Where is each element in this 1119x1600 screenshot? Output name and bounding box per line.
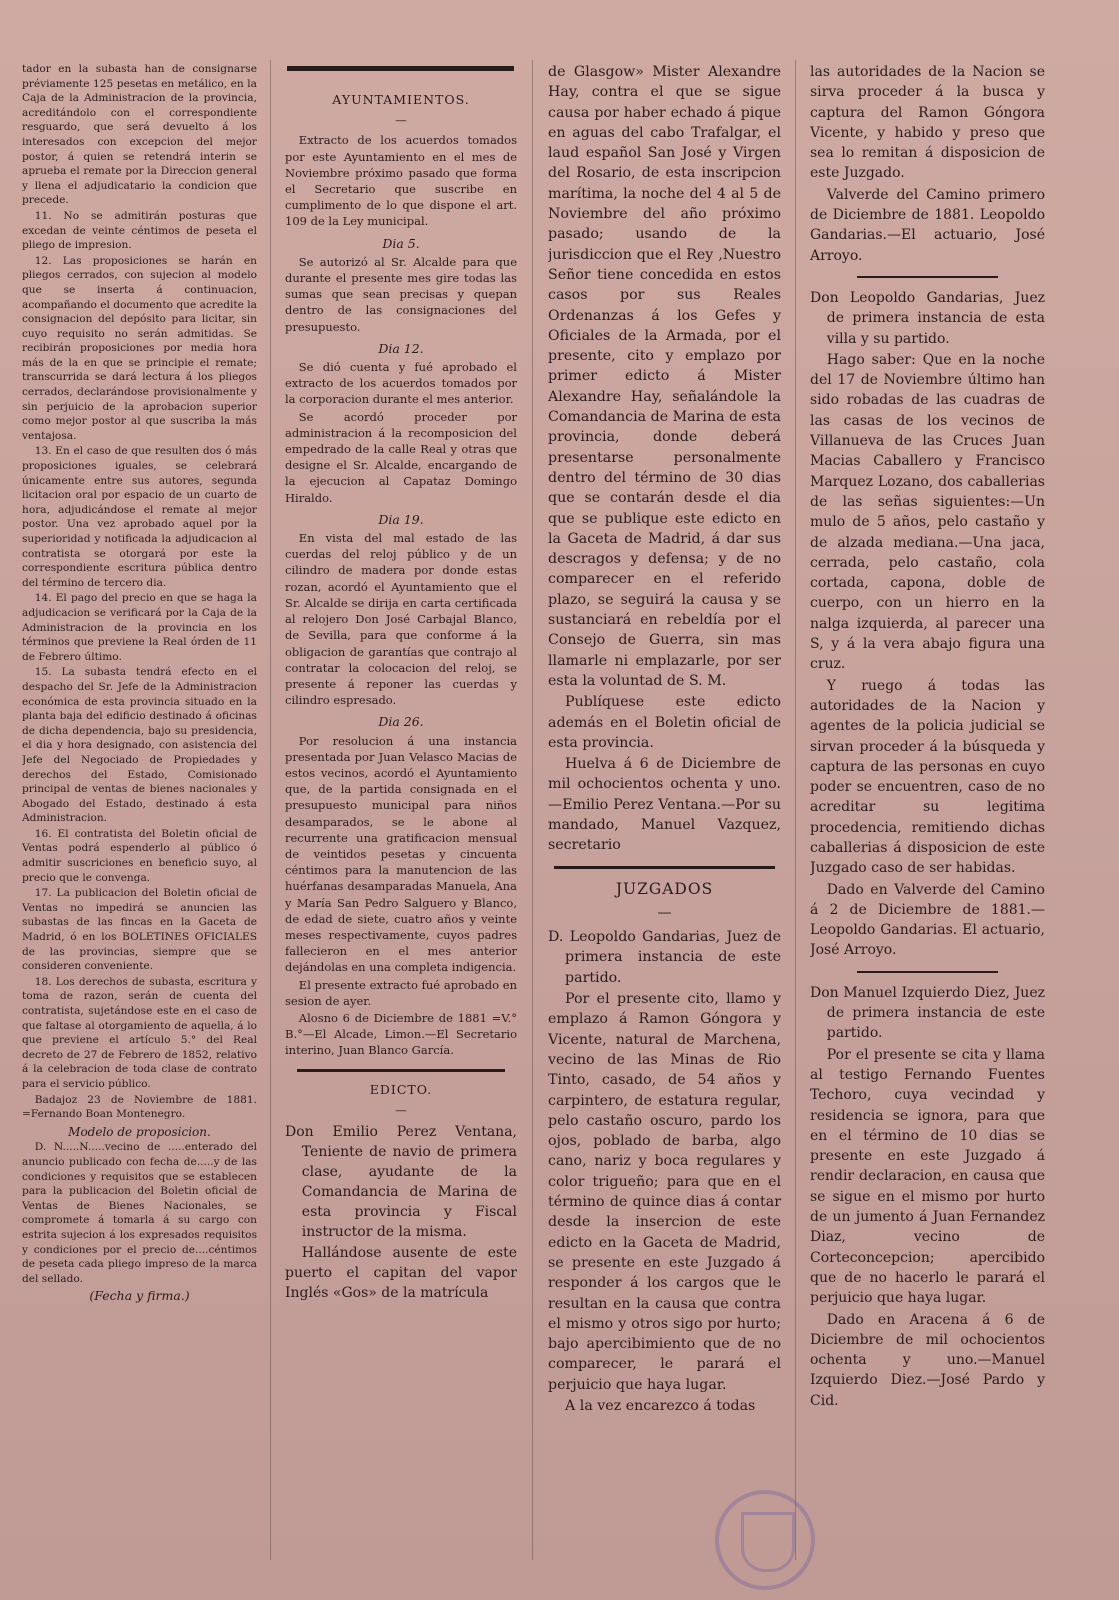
column-divider bbox=[795, 60, 796, 1560]
header-rule bbox=[287, 66, 514, 71]
paragraph: Don Emilio Perez Ventana, Teniente de navio de primera clase, ayudante de la Comandancia de Marina de esta provincia y Fiscal instructor de la misma. bbox=[285, 1123, 517, 1240]
day-heading: Dia 5. bbox=[382, 235, 420, 251]
separator-dash: — bbox=[657, 904, 672, 921]
paragraph: Badajoz 23 de Noviembre de 1881. =Fernando Boan Montenegro. bbox=[22, 1093, 257, 1121]
day-heading: Dia 26. bbox=[378, 714, 424, 730]
model-title: Modelo de proposicion. bbox=[68, 1124, 211, 1139]
paragraph: Valverde del Camino primero de Diciembre de 1881. Leopoldo Gandarias.—El actuario, José Arroyo. bbox=[810, 186, 1045, 264]
paragraph: Por resolucion á una instancia presentada por Juan Velasco Macias de estos vecinos, acordó el Ayuntamiento que, de la partida consignada en el presupuesto municipal para niños desamparados, se le abone al recurrente una gratificacion mensual de veintidos pesetas y cincuenta céntimos para la manutencion de las huérfanas desamparadas Manuela, Ana y María San Pedro Salguero y Blanco, de edad de siete, cuatro años y veinte meses respectivamente, cuyos padres fallecieron en el mes anterior dejándolas en una completa indigencia. bbox=[285, 733, 517, 975]
day-heading: Dia 19. bbox=[378, 511, 424, 527]
paragraph: Huelva á 6 de Diciembre de mil ochocientos ochenta y uno.—Emilio Perez Ventana.—Por su mandado, Manuel Vazquez, secretario bbox=[548, 756, 781, 854]
section-rule bbox=[554, 866, 775, 869]
paragraph: 15. La subasta tendrá efecto en el despacho del Sr. Jefe de la Administracion económica de esta provincia situado en la planta baja del edificio destinado á oficinas de dicha dependencia, bajo su presidencia, el dia y hora designado, con asistencia del Jefe del Negociado de Propiedades y derechos del Estado, Comisionado principal de ventas de bienes nacionales y Abogado del Estado, destinado á esta Administracion. bbox=[22, 666, 257, 825]
paragraph: 14. El pago del precio en que se haga la adjudicacion se verificará por la Caja de la Administracion de la provincia en los términos que previene la Real órden de 11 de Febrero último. bbox=[22, 592, 257, 663]
section-rule bbox=[297, 1069, 506, 1072]
seal-icon bbox=[715, 1490, 815, 1590]
paragraph: Se dió cuenta y fué aprobado el extracto de los acuerdos tomados por la corporacion durante el mes anterior. bbox=[285, 360, 517, 407]
paragraph: Por el presente se cita y llama al testigo Fernando Fuentes Techoro, cuya vecindad y residencia se ignora, para que en el término de 10 dias se presente en este Juzgado á rendir declaracion, en causa que se sigue en el mismo por hurto de un jumento á Juan Fernandez Diaz, vecino de Corteconcepcion; apercibido que de no hacerlo le parará el perjuicio que haya lugar. bbox=[810, 1046, 1045, 1307]
paragraph: El presente extracto fué aprobado en sesion de ayer. bbox=[285, 977, 517, 1008]
paragraph: Don Manuel Izquierdo Diez, Juez de primera instancia de este partido. bbox=[810, 984, 1045, 1042]
paragraph: 18. Los derechos de subasta, escritura y toma de razon, serán de cuenta del contratista, sujetándose este en el caso de que faltase al otorgamiento de aquella, á lo que previene el artículo 5.° del Real decreto de 27 de Febrero de 1852, relativo á la celebracion de toda clase de contrato para el servicio público. bbox=[22, 975, 257, 1090]
paragraph: de Glasgow» Mister Alexandre Hay, contra el que se sigue causa por haber echado á pique en aguas del cabo Trafalgar, el laud español San José y Virgen del Rosario, de esta inscripcion marítima, la noche del 4 al 5 de Noviembre del año próximo pasado; usando de la jurisdiccion que el Rey ,Nuestro Señor tiene concedida en estos casos por sus Reales Ordenanzas á los Gefes y Oficiales de la Armada, por el presente, cito y emplazo por primer edicto á Mister Alexandre Hay, señalándole la Comandancia de Marina de esta provincia, donde deberá presentarse personalmente dentro del término de 30 dias que se contarán desde el dia que se publique este edicto en la Gaceta de Madrid, á dar sus descragos y defensa; y de no comparecer en el referido plazo, se seguirá la causa y se sustanciará en rebeldía por el Consejo de Guerra, sin mas llamarle ni emplazarle, por ser esta la voluntad de S. M. bbox=[548, 64, 781, 689]
paragraph: Y ruego á todas las autoridades de la Nacion y agentes de la policia judicial se sirvan proceder á la búsqueda y captura de las personas en cuyo poder se encuentren, caso de no acreditar su legitima procedencia, remitiendo dichas caballerias á disposicion de este Juzgado caso de ser habidas. bbox=[810, 677, 1045, 877]
paragraph: Se acordó proceder por administracion á la recomposicion del empedrado de la calle Real y otras que designe el Sr. Alcalde, encargando de la ejecucion al Capataz Domingo Hiraldo. bbox=[285, 409, 517, 505]
separator-dash: — bbox=[395, 1102, 407, 1117]
section-heading: AYUNTAMIENTOS. bbox=[332, 92, 470, 107]
paragraph: tador en la subasta han de consignarse préviamente 125 pesetas en metálico, en la Caja de la Administracion de la provincia, acreditándolo con el correspondiente resguardo, que será devuelto á los interesados con excepcion del mejor postor, á quien se retendrá interin se aprueba el remate por la Direccion general y llena el adjudicatario la condicion que precede. bbox=[22, 63, 257, 207]
paragraph: Por el presente cito, llamo y emplazo á Ramon Góngora y Vicente, natural de Marchena, vecino de las Minas de Rio Tinto, casado, de 54 años y carpintero, de estatura regular, pelo castaño oscuro, pardo los ojos, poblado de barba, algo cano, nariz y boca regulares y color trigueño; para que en el término de quince dias á contar desde la insercion de este edicto en la Gaceta de Madrid, se presente en este Juzgado á responder á los cargos que le resultan en la causa que contra el mismo y otros sigo por hurto; bajo apercibimiento que de no comparecer, le parará el perjuicio que haya lugar. bbox=[548, 991, 781, 1393]
paragraph: 11. No se admitirán posturas que excedan de veinte céntimos de peseta el pliego de impresion. bbox=[22, 209, 257, 252]
section-rule bbox=[857, 276, 998, 278]
column-4 bbox=[810, 62, 1045, 1542]
paragraph: En vista del mal estado de las cuerdas del reloj público y de un cilindro de madera por donde estas rozan, acordó el Ayuntamiento que el Sr. Alcalde se dirija en carta certificada al relojero Don José Carbajal Blanco, de Sevilla, para que conforme á la obligacion de garantías que contrajo al contratar la colocacion del reloj, se presente á reponer las cuerdas y cilindro espresado. bbox=[285, 531, 517, 708]
paragraph: Extracto de los acuerdos tomados por este Ayuntamiento en el mes de Noviembre próximo pasado que forma el Secretario que suscribe en cumplimento de lo que dispone el art. 109 de la Ley municipal. bbox=[285, 133, 517, 229]
paragraph: Hallándose ausente de este puerto el capitan del vapor Inglés «Gos» de la matrícula bbox=[285, 1244, 517, 1301]
paragraph: Dado en Valverde del Camino á 2 de Diciembre de 1881.—Leopoldo Gandarias. El actuario, José Arroyo. bbox=[810, 881, 1045, 959]
separator-dash: — bbox=[395, 113, 407, 128]
paragraph: Se autorizó al Sr. Alcalde para que durante el presente mes gire todas las sumas que sean precisas y quepan dentro de las consignaciones del presupuesto. bbox=[285, 254, 517, 334]
column-3 bbox=[548, 62, 781, 1552]
paragraph: D. Leopoldo Gandarias, Juez de primera instancia de este partido. bbox=[548, 929, 781, 986]
paragraph: Alosno 6 de Diciembre de 1881 =V.° B.°—El Alcade, Limon.—El Secretario interino, Juan Blanco García. bbox=[285, 1010, 517, 1058]
signature-line: (Fecha y firma.) bbox=[89, 1288, 190, 1304]
paragraph: Publíquese este edicto además en el Boletin oficial de esta provincia. bbox=[548, 694, 781, 751]
paragraph: Dado en Aracena á 6 de Diciembre de mil ochocientos ochenta y uno.—Manuel Izquierdo Diez.—José Pardo y Cid. bbox=[810, 1311, 1045, 1409]
paragraph: A la vez encarezco á todas bbox=[565, 1398, 756, 1414]
section-heading: EDICTO. bbox=[369, 1081, 433, 1097]
paragraph: Don Leopoldo Gandarias, Juez de primera instancia de esta villa y su partido. bbox=[810, 289, 1045, 347]
column-1 bbox=[22, 62, 257, 1562]
paragraph: las autoridades de la Nacion se sirva proceder á la busca y captura del Ramon Góngora Vicente, y habido y preso que sea lo remitan á disposicion de este Juzgado. bbox=[810, 64, 1045, 182]
column-divider bbox=[532, 60, 533, 1560]
paragraph: Hago saber: Que en la noche del 17 de Noviembre último han sido robadas de las cuadras de las casas de los vecinos de Villanueva de las Cruces Juan Macias Caballero y Francisco Marquez Lozano, dos caballerias de las señas siguientes:—Un mulo de 5 años, pelo castaño y de alzada mediana.—Una jaca, cerrada, pelo castaño, cola cortada, capona, doble de cuerpo, con un hierro en la nalga izquierda, al parecer una S, y á la vera abajo figura una cruz. bbox=[810, 351, 1045, 673]
model-text: D. N.....N.....vecino de .....enterado del anuncio publicado con fecha de.....y de las condiciones y requisitos que se establecen para la publicacion del Boletin oficial de Ventas de Bienes Nacionales, se compromete á tomarla á su cargo con estrita sujecion á los expresados requisitos y condiciones por el precio de....céntimos de peseta cada pliego impreso de la marca del sellado. bbox=[22, 1141, 257, 1285]
paragraph: 13. En el caso de que resulten dos ó más proposiciones iguales, se celebrará únicamente entre sus autores, segunda licitacion oral por espacio de un cuarto de hora, adjudicándose el remate al mejor postor. Una vez aprobado aquel por la superioridad y notificada la adjudicacion al contratista se otorgará por este la correspondiente escritura pública dentro del término de tercero dia. bbox=[22, 445, 257, 589]
paragraph: 16. El contratista del Boletin oficial de Ventas podrá espenderlo al público ó admitir suscriciones en beneficio suyo, al precio que le convenga. bbox=[22, 827, 257, 884]
section-rule bbox=[857, 971, 998, 973]
section-heading: JUZGADOS bbox=[615, 879, 714, 898]
column-divider bbox=[270, 60, 271, 1560]
paragraph: 12. Las proposiciones se harán en pliegos cerrados, con sujecion al modelo que se inserta á continuacion, acompañando el documento que acredite la consignacion del depósito para licitar, sin cuyo requisito no serán admitidas. Se recibirán proposiciones por media hora más de la en que se principie el remate; transcurrida se dará lectura á los pliegos cerrados, declarándose provisionalmente y sin perjuicio de la aprobacion superior como mejor postor al que suscriba la más ventajosa. bbox=[22, 254, 257, 442]
archive-watermark bbox=[715, 1480, 1115, 1590]
paragraph: 17. La publicacion del Boletin oficial de Ventas no impedirá se anuncien las subastas de las fincas en la Gaceta de Madrid, ó en los BOLETINES OFICIALES de las provincias, siempre que se consideren conveniente. bbox=[22, 887, 257, 973]
column-2 bbox=[285, 86, 517, 1586]
day-heading: Dia 12. bbox=[378, 340, 424, 356]
